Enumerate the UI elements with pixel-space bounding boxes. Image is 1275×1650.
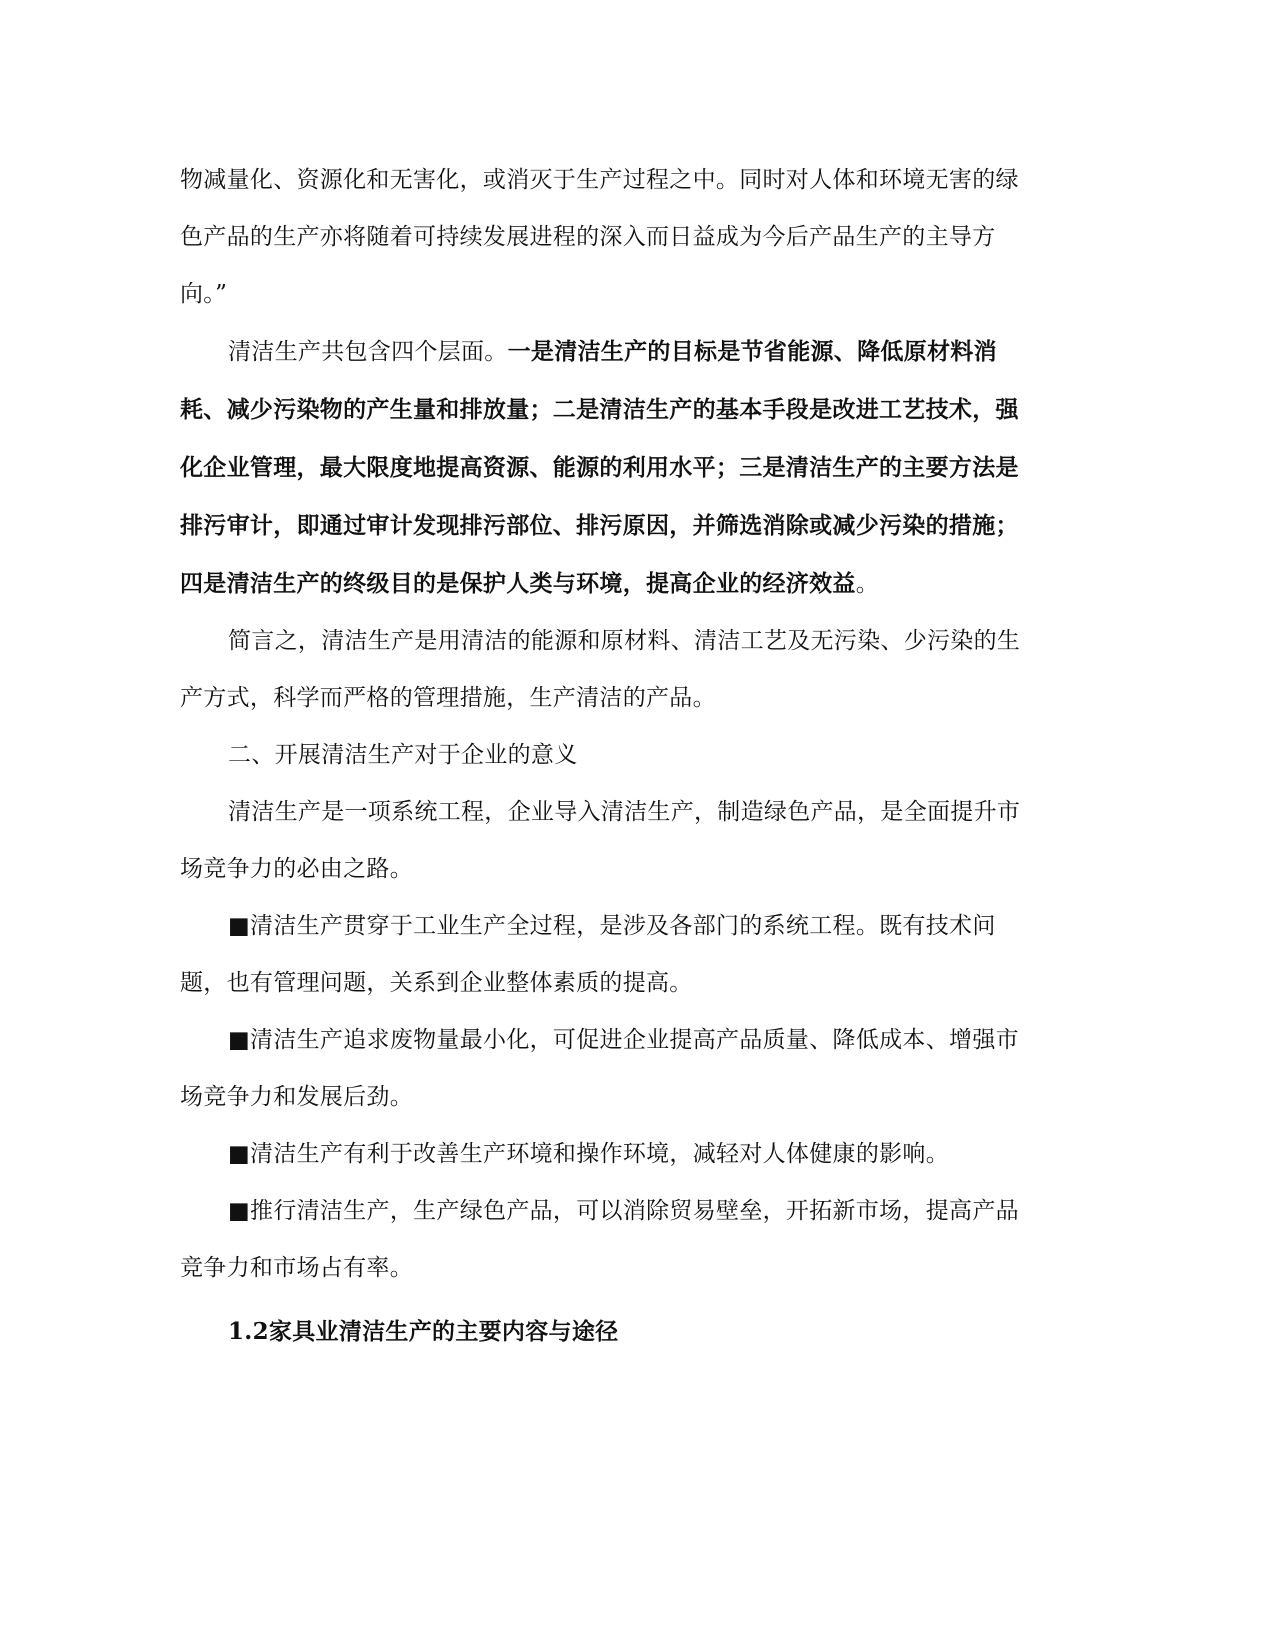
bullet-item: ■清洁生产有利于改善生产环境和操作环境，减轻对人体健康的影响。: [228, 1141, 950, 1167]
paragraph-lead-text: 清洁生产共包含四个层面。: [228, 339, 508, 365]
bullet-item: ■清洁生产贯穿于工业生产全过程，是涉及各部门的系统工程。既有技术问题，也有管理问题，关系到企业整体素质的提高。: [180, 913, 996, 996]
paragraph-system-engineering: 清洁生产是一项系统工程，企业导入清洁生产，制造绿色产品，是全面提升市场竞争力的必由之路。: [180, 799, 1021, 882]
paragraph-four-levels: [180, 323, 1036, 613]
document-body: [180, 152, 1036, 1360]
bullet-item: ■推行清洁生产，生产绿色产品，可以消除贸易壁垒，开拓新市场，提高产品竞争力和市场占有率。: [180, 1198, 1019, 1281]
section-heading: 1.2家具业清洁生产的主要内容与途径: [228, 1318, 619, 1345]
bullet-item: ■清洁生产追求废物量最小化，可促进企业提高产品质量、降低成本、增强市场竞争力和发展后劲。: [180, 1027, 1019, 1110]
paragraph-summary: 简言之，清洁生产是用清洁的能源和原材料、清洁工艺及无污染、少污染的生产方式，科学而严格的管理措施，生产清洁的产品。: [180, 628, 1021, 711]
paragraph-continuation: 物减量化、资源化和无害化，或消灭于生产过程之中。同时对人体和环境无害的绿色产品的生产亦将随着可持续发展进程的深入而日益成为今后产品生产的主导方向。”: [180, 167, 1019, 307]
section-subtitle: 二、开展清洁生产对于企业的意义: [228, 742, 578, 768]
paragraph-bold-text: 一是清洁生产的目标是节省能源、降低原材料消耗、减少污染物的产生量和排放量；二是清洁生产的基本手段是改进工艺技术，强化企业管理，最大限度地提高资源、能源的利用水平；三是清洁生产的主要方法是排污审计，即通过审计发现排污部位、排污原因，并筛选消除或减少污染的措施；四是清洁生产的终级目的是保护人类与环境，提高企业的经济效益: [180, 338, 1019, 597]
paragraph-end-punctuation: 。: [855, 571, 880, 597]
